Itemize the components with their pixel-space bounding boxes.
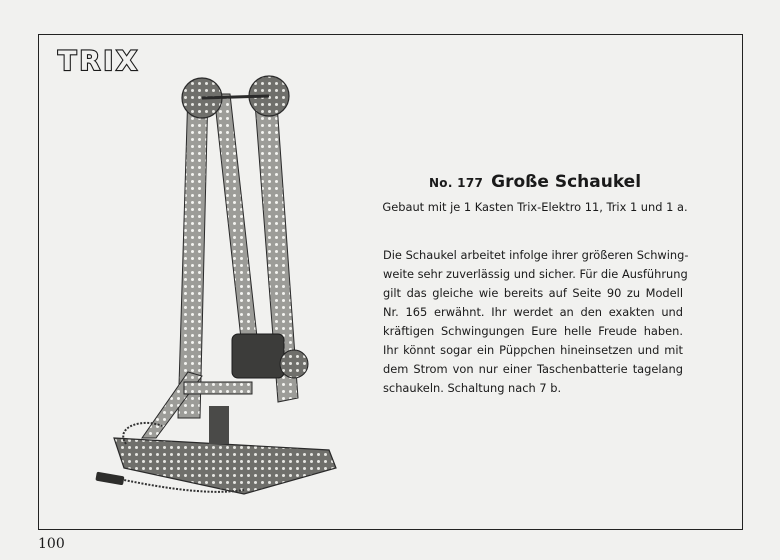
model-number: No. 177	[428, 176, 484, 190]
description-line: dem Strom von nur einer Taschenbatterie tagelang	[383, 362, 683, 376]
description-line: gilt das gleiche wie bereits auf Seite 90 zu Modell	[383, 286, 683, 300]
description-line: Nr. 165 erwähnt. Ihr werdet an den exakten und	[383, 305, 683, 319]
model-heading	[370, 172, 700, 192]
model-subtitle: Gebaut mit je 1 Kasten Trix-Elektro 11, Trix 1 und 1 a.	[382, 200, 688, 214]
description-paragraph	[383, 246, 689, 398]
description-line: kräftigen Schwingungen Eure helle Freude haben.	[383, 324, 683, 338]
description-line: Die Schaukel arbeitet infolge ihrer größeren Schwing-	[383, 248, 689, 262]
model-title: Große Schaukel	[491, 172, 642, 192]
description-line: Ihr könnt sogar ein Püppchen hineinsetzen und mit	[383, 343, 683, 357]
brand-logo: TRIX	[58, 46, 141, 77]
description-line: weite sehr zuverlässig und sicher. Für die Ausführung	[383, 267, 688, 281]
page-number: 100	[38, 536, 65, 552]
swing-model-photo	[84, 66, 344, 506]
description-line: schaukeln. Schaltung nach 7 b.	[383, 381, 562, 395]
